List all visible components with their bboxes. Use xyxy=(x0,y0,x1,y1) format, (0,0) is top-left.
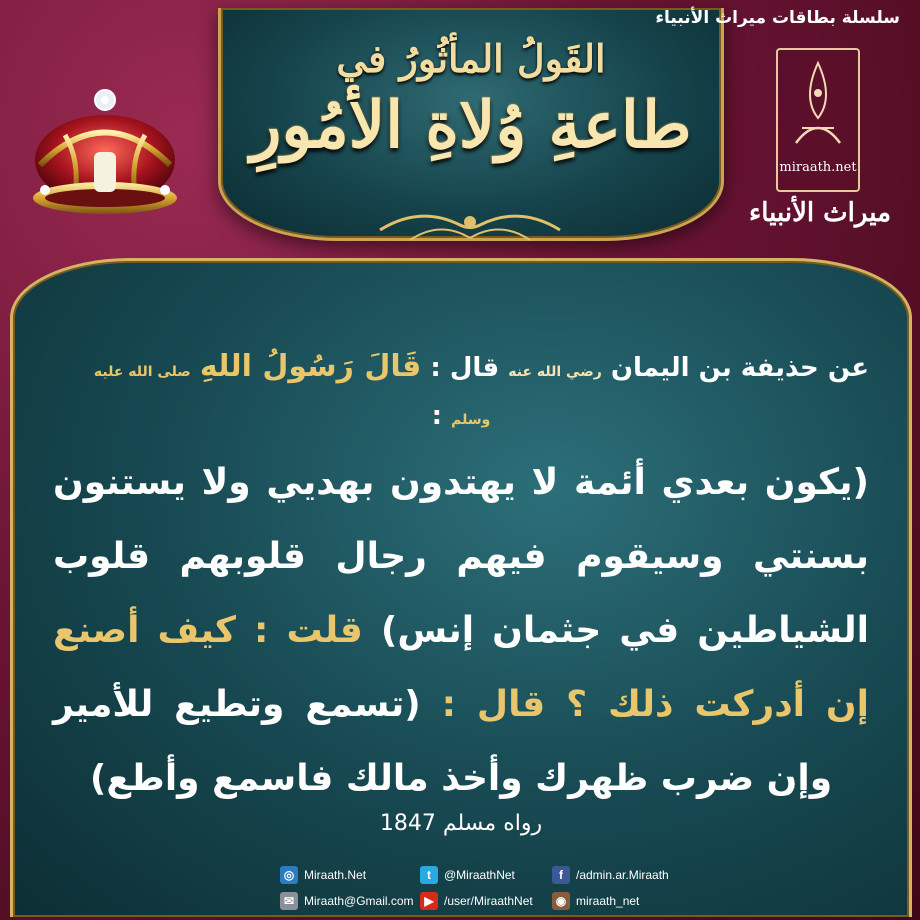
said-label: قال : xyxy=(430,353,500,383)
ornament-icon xyxy=(370,200,570,250)
hadith-panel xyxy=(10,258,912,917)
email-label: Miraath@Gmail.com xyxy=(304,894,414,908)
honorific: رضي الله عنه xyxy=(508,364,602,380)
page-title: طاعةِ وُلاةِ الأمُورِ xyxy=(250,88,692,163)
twitter-label: @MiraathNet xyxy=(444,868,515,882)
social-footer xyxy=(280,862,700,918)
mail-icon: ✉ xyxy=(280,892,298,910)
instagram-link[interactable] xyxy=(552,892,639,910)
hadith-body xyxy=(53,446,869,816)
logo-url: miraath.net xyxy=(779,160,857,175)
hadith-reference: رواه مسلم 1847 xyxy=(379,811,543,836)
hadith-text xyxy=(53,345,869,816)
twitter-link[interactable] xyxy=(420,866,515,884)
salutation: صلى الله عليه وسلم xyxy=(93,364,491,428)
facebook-icon: f xyxy=(552,866,570,884)
twitter-icon: t xyxy=(420,866,438,884)
hadith-part-3: (تسمع وتطيع للأمير وإن ضرب ظهرك وأخذ مالك فاسمع وأطع) xyxy=(53,684,833,799)
facebook-label: /admin.ar.Miraath xyxy=(576,868,669,882)
title-small: القَولُ المأثُورُ في xyxy=(336,36,606,81)
hadith-part-1: (يكون بعدي أئمة لا يهتدون بهديي ولا يستنون بسنتي وسيقوم فيهم رجال قلوبهم قلوب الشياطين في جثمان إنس) xyxy=(53,462,869,651)
youtube-icon: ▶ xyxy=(420,892,438,910)
instagram-icon: ◉ xyxy=(552,892,570,910)
hadith-intro xyxy=(53,345,869,442)
intro-colon: : xyxy=(431,401,443,431)
logo-name: ميراث الأنبياء xyxy=(749,198,891,228)
youtube-link[interactable] xyxy=(420,892,533,910)
website-link[interactable] xyxy=(280,866,366,884)
website-label: Miraath.Net xyxy=(304,868,367,882)
globe-icon: ◎ xyxy=(280,866,298,884)
hadith-part-2: قلت : كيف أصنع إن أدركت ذلك ؟ قال : xyxy=(53,610,869,725)
email-link[interactable] xyxy=(280,892,414,910)
instagram-label: miraath_net xyxy=(576,894,640,908)
prophet-said: قَالَ رَسُولُ اللهِ xyxy=(199,349,422,384)
youtube-label: /user/MiraathNet xyxy=(444,894,533,908)
calligraphy-logo-icon xyxy=(782,58,854,153)
crown-icon xyxy=(20,80,190,230)
logo xyxy=(776,48,860,192)
facebook-link[interactable] xyxy=(552,866,669,884)
series-label: سلسلة بطاقات ميراث الأنبياء xyxy=(655,8,900,28)
narrator: عن حذيفة بن اليمان xyxy=(610,353,869,383)
